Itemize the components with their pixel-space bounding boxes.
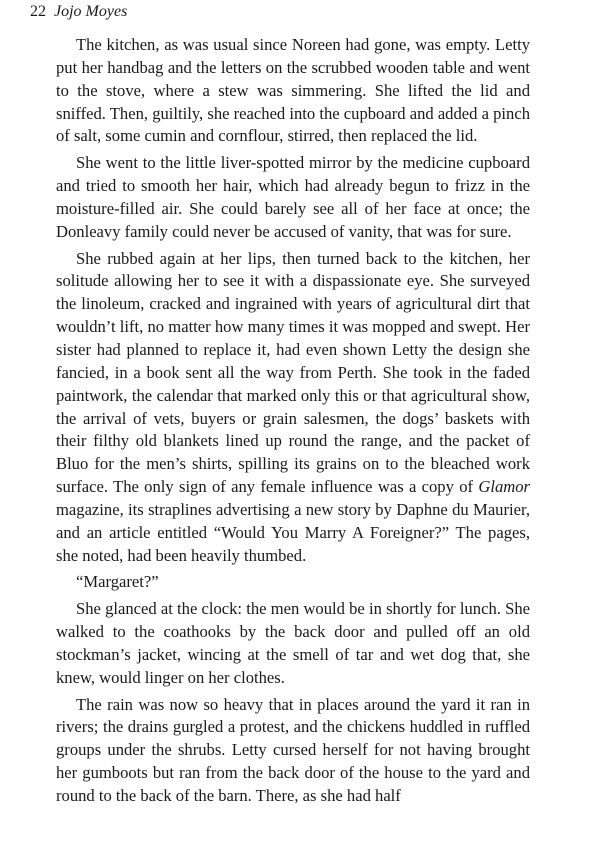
paragraph-clock-jacket: She glanced at the clock: the men would be in shortly for lunch. She walked to the coathooks by the back door and pulled off an old stockman’s jacket, wincing at the smell of tar and wet dog that, she knew, would linger on her clothes.	[56, 599, 530, 687]
paragraph-kitchen-survey-text-before: She rubbed again at her lips, then turned back to the kitchen, her solitude allowing her to see it with a dispassionate eye. She surveyed the linoleum, cracked and ingrained with years of agricultural dirt that wouldn’t lift, no matter how many times it was mopped and swept. Her sister had planned to replace it, had even shown Letty the design she fancied, in a book sent all the way from Perth. She took in the faded paintwork, the calendar that marked only this or that agricultural show, the arrival of vets, buyers or grain salesmen, the dogs’ baskets with their filthy old blankets lined up round the range, and the packet of Bluo for the men’s shirts, spilling its grains on to the bleached work surface. The only sign of any female influence was a copy of	[56, 248, 530, 497]
page-number: 22	[30, 3, 46, 20]
paragraph-margaret-call: “Margaret?”	[76, 572, 159, 592]
running-head	[30, 2, 127, 22]
paragraph-mirror: She went to the little liver-spotted mirror by the medicine cupboard and tried to smooth her hair, which had already begun to frizz in the moisture-filled air. She could barely see all of her face at once; the Donleavy family could never be accused of vanity, that was for sure.	[56, 153, 530, 241]
paragraph-rain: The rain was now so heavy that in places around the yard it ran in rivers; the drains gurgled a protest, and the chickens huddled in ruffled groups under the shrubs. Letty cursed herself for not having brought her gumboots but ran from the back door of the house to the yard and round to the back of the barn. There, as she had half	[56, 694, 530, 805]
body-text	[56, 34, 530, 808]
paragraph-kitchen-survey-text-after: magazine, its straplines advertising a new story by Daphne du Maurier, and an article entitled “Would You Marry A Foreigner?” The pages, she noted, had been heavily thumbed.	[56, 499, 530, 565]
paragraph-kitchen-survey	[56, 248, 530, 568]
paragraph-kitchen-empty: The kitchen, as was usual since Noreen had gone, was empty. Letty put her handbag and the letters on the scrubbed wooden table and went to the stove, where a stew was simmering. She lifted the lid and sniffed. Then, guiltily, she reached into the cupboard and added a pinch of salt, some cumin and cornflour, stirred, then replaced the lid.	[56, 35, 530, 146]
magazine-title: Glamor	[478, 477, 530, 497]
running-head-author: Jojo Moyes	[54, 3, 128, 20]
